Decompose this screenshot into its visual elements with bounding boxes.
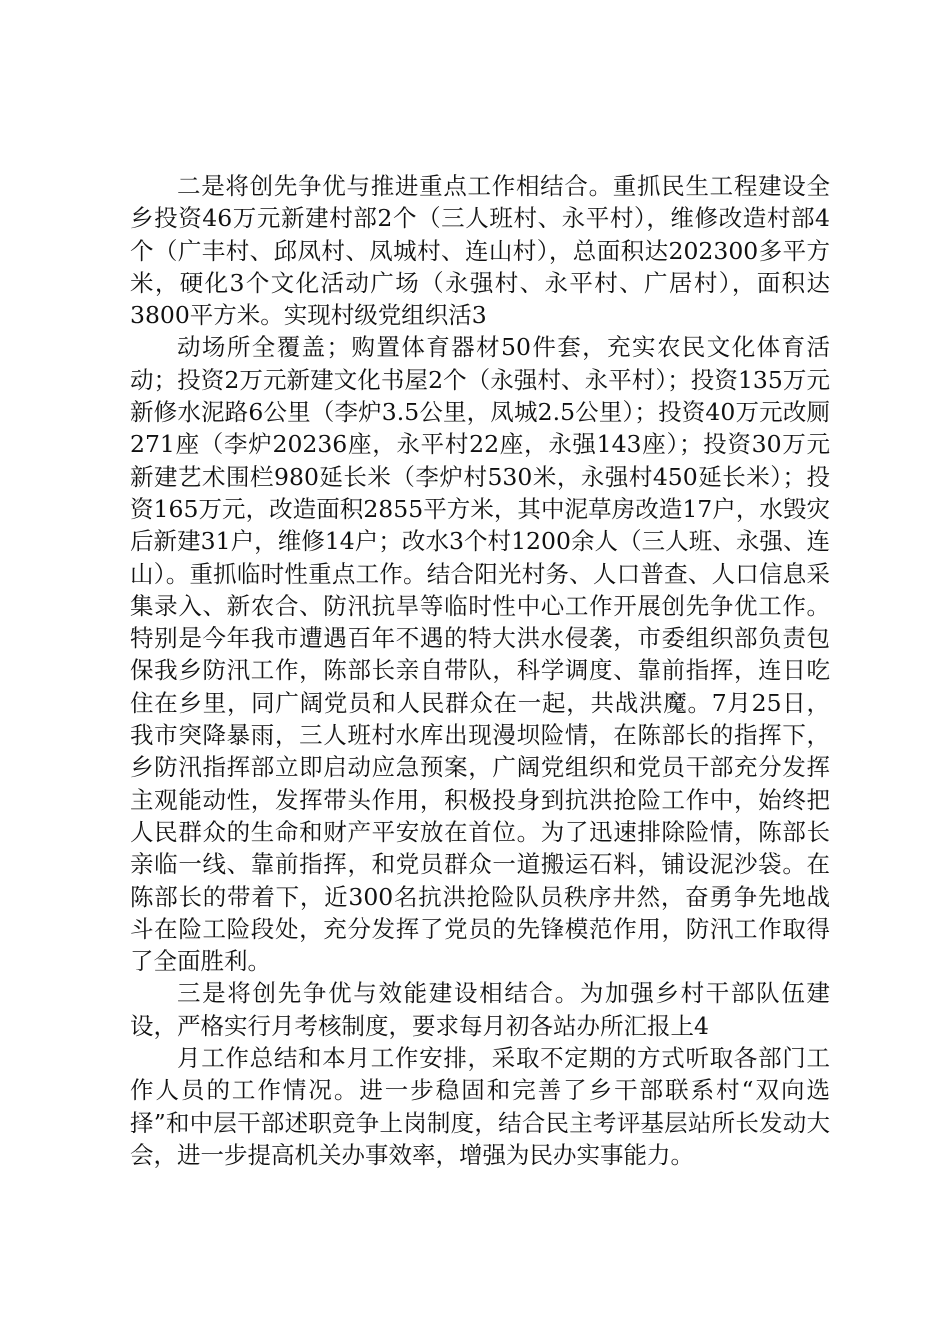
- paragraph-2: 动场所全覆盖；购置体育器材50件套，充实农民文化体育活动；投资2万元新建文化书屋2个（永强村、永平村）；投资135万元新修水泥路6公里（李炉3.5公里，凤城2.5公里）；投资40万元改厕271座（李炉20236座，永平村22座，永强143座）；投资30万元新建艺术围栏980延长米（李炉村530米，永强村450延长米）；投资165万元，改造面积2855平方米，其中泥草房改造17户，水毁灾后新建31户，维修14户；改水3个村1200余人（三人班、永强、连山）。重抓临时性重点工作。结合阳光村务、人口普查、人口信息采集录入、新农合、防汛抗旱等临时性中心工作开展创先争优工作。特别是今年我市遭遇百年不遇的特大洪水侵袭，市委组织部负责包保我乡防汛工作，陈部长亲自带队，科学调度、靠前指挥，连日吃住在乡里，同广阔党员和人民群众在一起，共战洪魔。7月25日，我市突降暴雨，三人班村水库出现漫坝险情，在陈部长的指挥下，乡防汛指挥部立即启动应急预案，广阔党组织和党员干部充分发挥主观能动性，发挥带头作用，积极投身到抗洪抢险工作中，始终把人民群众的生命和财产平安放在首位。为了迅速排除险情，陈部长亲临一线、靠前指挥，和党员群众一道搬运石料，铺设泥沙袋。在陈部长的带着下，近300名抗洪抢险队员秩序井然，奋勇争先地战斗在险工险段处，充分发挥了党员的先锋模范作用，防汛工作取得了全面胜利。: [130, 333, 830, 976]
- paragraph-4: 月工作总结和本月工作安排，采取不定期的方式听取各部门工作人员的工作情况。进一步稳固和完善了乡干部联系村“双向选择”和中层干部述职竞争上岗制度，结合民主考评基层站所长发动大会，进一步提高机关办事效率，增强为民办实事能力。: [130, 1044, 830, 1169]
- paragraph-1: 二是将创先争优与推进重点工作相结合。重抓民生工程建设全乡投资46万元新建村部2个（三人班村、永平村），维修改造村部4个（广丰村、邱凤村、凤城村、连山村），总面积达202300多平方米，硬化3个文化活动广场（永强村、永平村、广居村），面积达3800平方米。实现村级党组织活3: [130, 172, 830, 330]
- paragraph-3: 三是将创先争优与效能建设相结合。为加强乡村干部队伍建设，严格实行月考核制度，要求每月初各站办所汇报上4: [130, 979, 830, 1040]
- document-body: [130, 170, 830, 1171]
